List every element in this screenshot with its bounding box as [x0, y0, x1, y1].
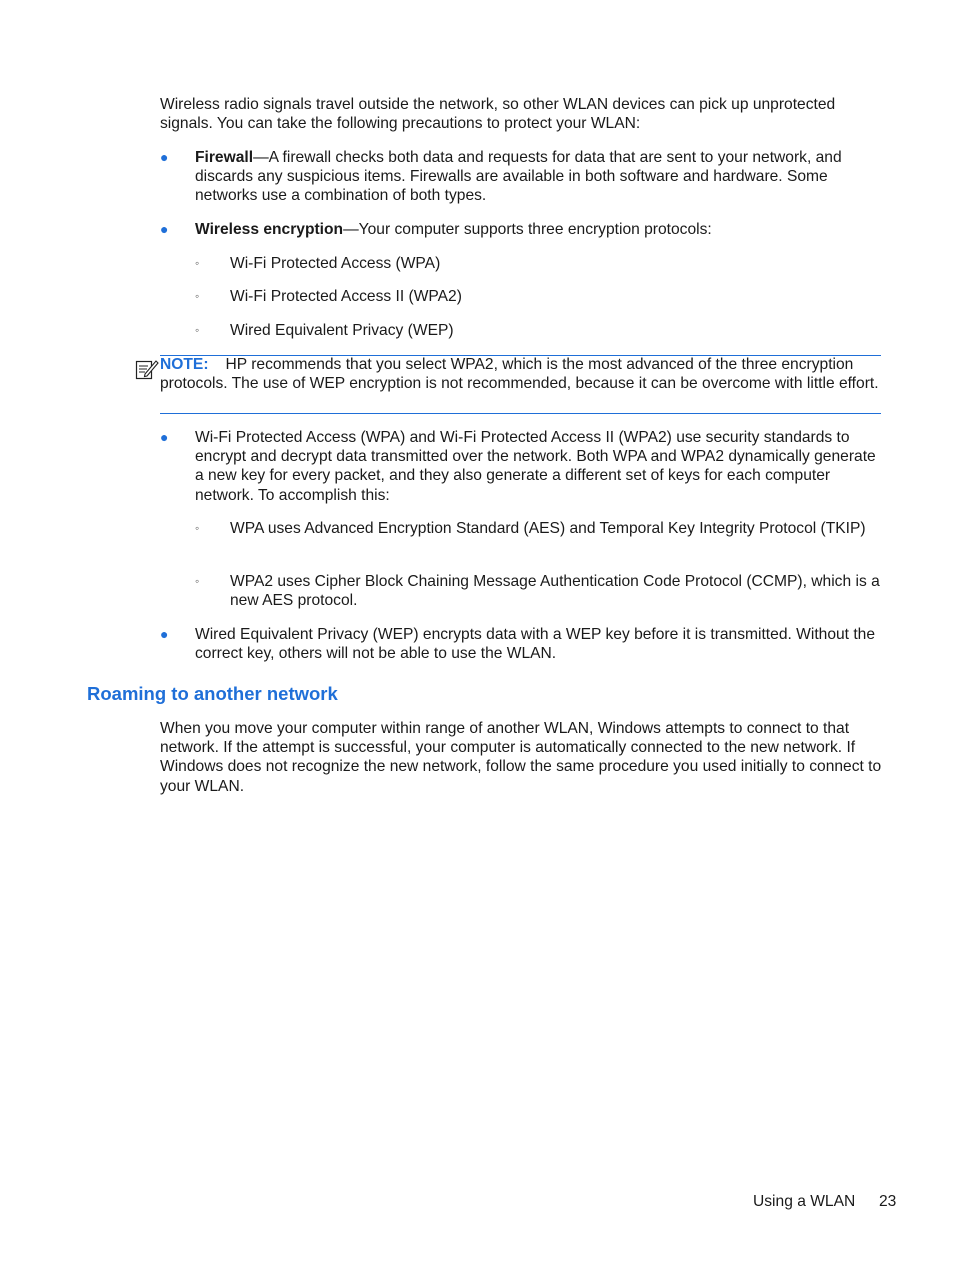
sub-bullet-icon: ◦ [195, 521, 200, 535]
protocol-item: Wi-Fi Protected Access (WPA) [230, 255, 441, 272]
wpa-detail: WPA uses Advanced Encryption Standard (AES) and Temporal Key Integrity Protocol (TKIP) [230, 520, 866, 537]
bullet-wep: Wired Equivalent Privacy (WEP) encrypts data with a WEP key before it is transmitted. Without the correct key, others will not be able to use the WLAN. [195, 626, 876, 663]
bullet-body: —A firewall checks both data and requests for data that are sent to your network, and discards any suspicious items. Firewalls are available in both software and hardware. Some networks use a combination of both types. [195, 149, 842, 205]
bullet-firewall [195, 148, 877, 206]
page-number: 23 [879, 1193, 897, 1210]
wpa2-detail: WPA2 uses Cipher Block Chaining Message Authentication Code Protocol (CCMP), which is a new AES protocol. [230, 573, 880, 610]
section-heading: Roaming to another network [87, 683, 338, 704]
bullet-body: —Your computer supports three encryption protocols: [343, 221, 712, 238]
sub-bullet-icon: ◦ [195, 289, 200, 303]
section-paragraph: When you move your computer within range of another WLAN, Windows attempts to connect to that network. If the attempt is successful, your computer is automatically connected to the new network. If Windows does not recognize the new network, follow the same procedure you used initially to connect to your WLAN. [160, 720, 882, 795]
sub-bullet-icon: ◦ [195, 574, 200, 588]
note-pencil-icon [135, 358, 159, 380]
bullet-icon: ● [160, 149, 169, 165]
intro-paragraph: Wireless radio signals travel outside the network, so other WLAN devices can pick up unprotected signals. You can take the following precautions to protect your WLAN: [160, 96, 836, 133]
note-label: NOTE: [160, 356, 209, 373]
protocol-item: Wired Equivalent Privacy (WEP) [230, 322, 454, 339]
sub-bullet-icon: ◦ [195, 256, 200, 270]
bullet-icon: ● [160, 429, 169, 445]
note-text [160, 355, 882, 393]
bullet-icon: ● [160, 221, 169, 237]
bullet-term: Wireless encryption [195, 221, 344, 238]
bullet-icon: ● [160, 626, 169, 642]
sub-bullet-icon: ◦ [195, 323, 200, 337]
bullet-term: Firewall [195, 149, 254, 166]
footer-section: Using a WLAN [753, 1193, 856, 1210]
protocol-item: Wi-Fi Protected Access II (WPA2) [230, 288, 462, 305]
bullet-encryption [195, 220, 877, 239]
note-body: HP recommends that you select WPA2, which is the most advanced of the three encryption protocols. The use of WEP encryption is not recommended, because it can be overcome with little effort. [160, 356, 879, 393]
note-bottom-rule [160, 413, 881, 414]
bullet-wpa: Wi-Fi Protected Access (WPA) and Wi-Fi Protected Access II (WPA2) use security standards to encrypt and decrypt data transmitted over the network. Both WPA and WPA2 dynamically generate a new key for every packet, and they also generate a different set of keys for each computer network. To accomplish this: [195, 429, 876, 504]
